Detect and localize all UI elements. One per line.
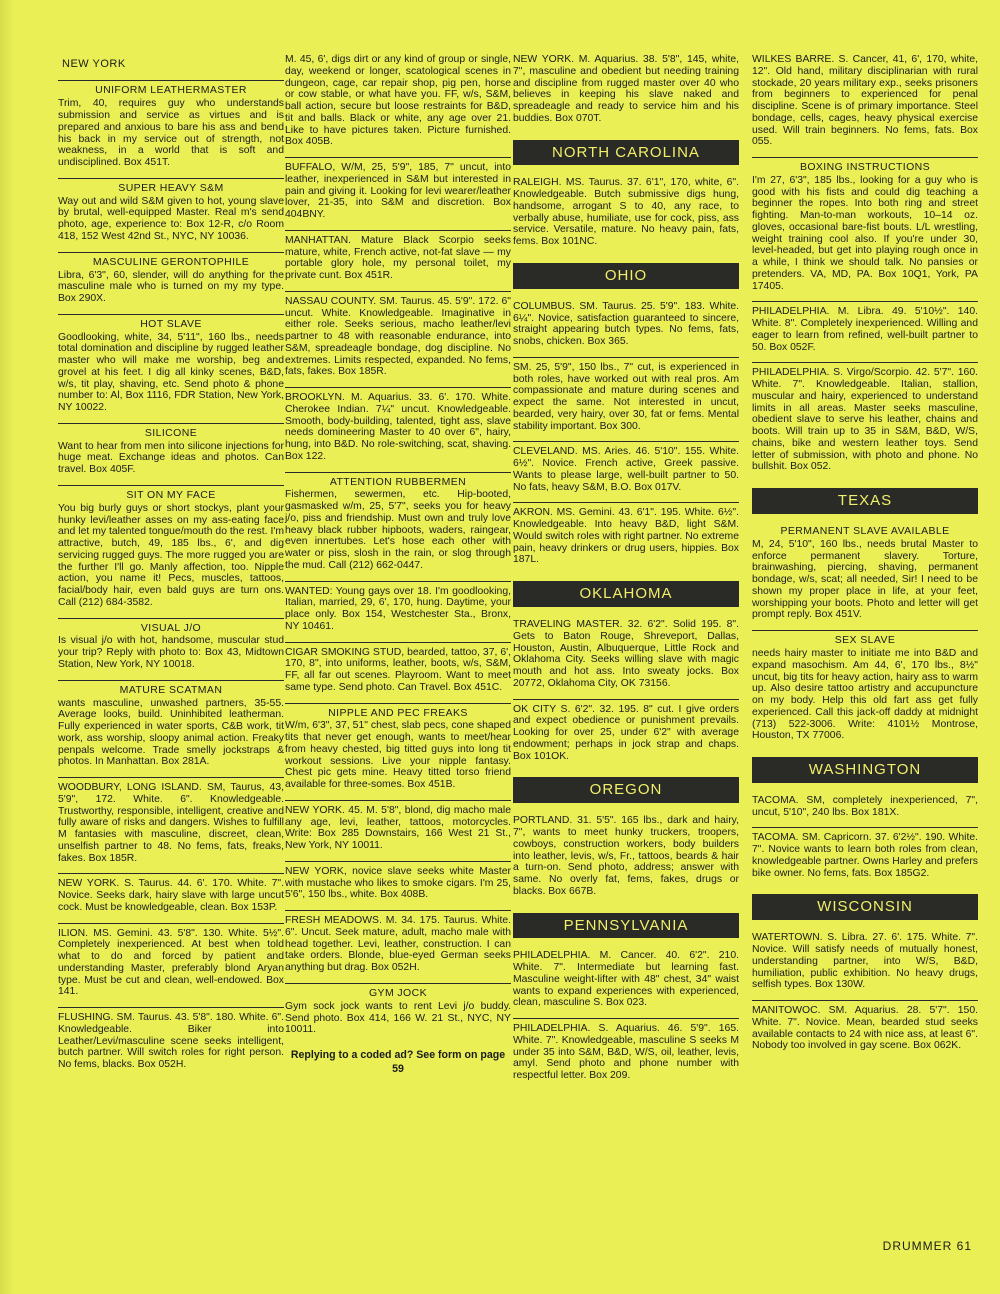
classified-ad [285,983,511,1045]
classified-ad [752,932,978,1000]
classified-ad [58,423,284,485]
state-section-heading: WISCONSIN [752,894,978,920]
classified-ad [285,861,511,910]
state-section-heading: OKLAHOMA [513,581,739,607]
ad-title: MASCULINE GERONTOPHILE [92,255,250,268]
location-heading: NEW YORK [62,58,126,70]
classified-ad [752,526,978,630]
ad-body: needs hairy master to initiate me into B&D and expand masochism. Am 44, 6', 170 lbs., 8½" uncut, big tits for heavy action, hairy ass to warm up. Also desire tattoo artistry and accupuncture on my body. Help this old fart ass get fully experienced. Call this jack-off daddy at midnight (713) 522-3006. Write: 4101½ Montrose, Houston, TX 77006. [752,648,978,742]
classified-ad [58,252,284,314]
state-section-heading: OREGON [513,777,739,803]
ad-body: MANITOWOC. SM. Aquarius. 28. 5'7". 150. White. 7". Novice. Mean, bearded stud seeks available contacts to 24 with nice ass, at least 6". Nobody too involved in gay scene. Box 062K. [752,1005,978,1052]
page-gutter [0,0,14,1294]
ad-body: MANHATTAN. Mature Black Scorpio seeks mature, white, French active, not-fat slave — my portable glory hole, my personal toilet, my private cunt. Box 451R. [285,234,511,281]
ad-body: TACOMA. SM, completely inexperienced, 7", uncut, 5'10", 240 lbs. Box 181X. [752,794,978,818]
ad-body: Want to hear from men into silicone injections for huge meat. Exchange ideas and photos. Can travel. Box 405F. [58,440,284,476]
ad-body: BROOKLYN. M. Aquarius. 33. 6'. 170. White. Cherokee Indian. 7¼" uncut. Knowledgeable. Smooth, body-building, talented, tight ass, slave needs domineering Master to 40 over 6", hairy, hung, into B&D. No role-switching, scat, shaving. Box 122. [285,392,511,462]
classified-ad [285,800,511,861]
page-footer: DRUMMER 61 [882,1239,972,1253]
ad-title: GYM JOCK [368,986,428,999]
classified-ad [285,642,511,703]
ad-title: SILICONE [144,426,198,439]
classified-ad [513,815,739,906]
ad-body: Fishermen, sewermen, etc. Hip-booted, gasmasked w/m, 25, 5'7", seeks you for heavy j/o, piss and friendship. Must own and truly love heavy black rubber hipboots, waders, raingear, even innertubes. Let's hose each other with water or piss, slosh in the rain, or slog through the mud. Call (212) 662-0447. [285,489,511,571]
ad-title: ATTENTION RUBBERMEN [329,475,467,488]
state-section-heading: PENNSYLVANIA [513,913,739,939]
ad-body: NEW YORK. M. Aquarius. 38. 5'8", 145, white, 7", masculine and obedient but needing training and discipline from rugged master over 40 who believes in keeping his slave naked and spreadeagle and ready to service him and his buddies. Box 070T. [513,54,739,124]
ad-body: You big burly guys or short stockys, plant your hunky levi/leather asses on my ass-eating face and let my talented tongue/mouth do the rest. I'm attractive, butch, 49, 185 lbs., 6', and dig servicing rugged guys. The more rugged you are the further I'll go. Manly affection, too. Nipple action, you name it! Pecs, muscles, tattoos, facial/body hair, even bald guys are turn ons. Call (212) 684-3582. [58,502,284,608]
ad-title: UNIFORM LEATHERMASTER [95,84,247,97]
ad-body: WILKES BARRE. S. Cancer, 41, 6', 170, white, 12". Old hand, military disciplinarian with rural stockade, 20 years military exp., seeks prisoners from beginners to experienced for penal discipline. Scene is of primary importance. Steel bondage, cells, cages, heavy physical exercise used. Will train beginners. No fems, fats. Box 055. [752,54,978,148]
ad-title: SIT ON MY FACE [126,488,216,501]
ad-body: PHILADELPHIA. M. Libra. 49. 5'10½". 140. White. 8". Completely inexperienced. Willing and eager to learn from refined, well-built partner to 50. Box 052F. [752,306,978,353]
classified-ad [752,54,978,157]
state-section-heading: WASHINGTON [752,757,978,783]
classified-ad [752,827,978,888]
classified-ad [285,703,511,800]
ad-body: TRAVELING MASTER. 32. 6'2". Solid 195. 8". Gets to Baton Rouge, Shreveport, Dallas, Houston, Austin, Albuquerque, Little Rock and Oklahoma City. Seeks willing slave with magic mouth and hot ass. Into sweaty jocks. Box 20772, Oklahoma City, OK 73156. [513,619,739,689]
ad-title: SUPER HEAVY S&M [118,181,224,194]
state-section-heading: NORTH CAROLINA [513,140,739,166]
ad-body: ILION. MS. Gemini. 43. 5'8". 130. White. 5½". Completely inexperienced. At best when told what to do and forced by patient and understanding Master, preferably blond Aryan type. Must be cut and clean, well-endowed. Box 141. [58,927,284,998]
column-1 [58,54,284,1080]
ad-title: MATURE SCATMAN [119,683,223,696]
classified-ad [285,472,511,581]
ad-body: Libra, 6'3", 60, slender, will do anything for the masculine male who is turned on my my type. Box 290X. [58,269,284,304]
ad-body: Is visual j/o with hot, handsome, muscular stud your trip? Reply with photo to: Box 43, Midtown Station, New York, NY 10018. [58,635,284,670]
ad-body: NASSAU COUNTY. SM. Taurus. 45. 5'9". 172. 6" uncut. White. Knowledgeable. Imaginative in either role. Seeks serious, macho leather/levi partner to 48 with reasonable endurance, into S&M, spreadeagle bondage, dog discipline. No extremes. Limits respected, expanded. No fems, fats, fakes. Box 185R. [285,295,511,378]
classified-ad [513,54,739,134]
ad-body: Goodlooking, white, 34, 5'11", 160 lbs., needs total domination and discipline by rugged leather master who will make me worship, beg and grovel at his feet. I dig all kinky scenes, B&D, w/s, tit play, shaving, etc. Send photo & phone number to: Al, Box 1116, FDR Station, New York, NY 10022. [58,331,284,414]
ad-body: NEW YORK. S. Taurus. 44. 6'. 170. White. 7". Novice. Seeks dark, hairy slave with large uncut cock. Must be knowledgeable, clean. Box 153P. [58,878,284,913]
classified-ad [752,301,978,362]
ad-title: HOT SLAVE [140,317,202,330]
classified-ad [513,950,739,1018]
ad-body: WATERTOWN. S. Libra. 27. 6'. 175. White. 7". Novice. Will satisfy needs of mutually honest, understanding partner, into W/S, B&D, humiliation, public exhibition. No heavy drugs, selfish types. Box 130W. [752,932,978,991]
classified-ad [752,795,978,828]
ad-body: FRESH MEADOWS. M. 34. 175. Taurus. White. 6". Uncut. Seek mature, adult, macho male with head together. Levi, leather, construction. I can take orders. Blonde, blue-eyed German seeks anything but drag. Box 052H. [285,915,511,974]
classified-ad [58,314,284,423]
classified-ad [58,680,284,777]
ad-body: BUFFALO, W/M, 25, 5'9", 185, 7" uncut, into leather, inexperienced in S&M but interested in pain and giving it. Looking for levi wearer/leather lover, 21-35, into S&M and discretion. Box 404BNY. [285,162,511,220]
ad-body: TACOMA. SM. Capricorn. 37. 6'2½". 190. White. 7". Novice wants to learn both roles from clean, knowledgeable partner. Owns Harley and prefers bike owner. No fems, fats. Box 185G2. [752,832,978,879]
ad-body: COLUMBUS. SM. Taurus. 25. 5'9". 183. White. 6¼". Novice, satisfaction guaranteed to sincere, straight appearing butch types. No fems, fats, snobs, chicken. Box 365. [513,300,739,348]
ad-body: Way out and wild S&M given to hot, young slave by brutal, well-equipped Master. Real m's send photo, age, experience to: Box 12-R, c/o Room 418, 152 West 42nd St., NYC, NY 10036. [58,195,284,242]
ad-title: PERMANENT SLAVE AVAILABLE [780,525,950,538]
classified-ad [513,177,739,257]
classified-ad [513,301,739,357]
classified-ad [285,910,511,983]
ad-body: I'm 27, 6'3", 185 lbs., looking for a guy who is good with his fists and could dig teaching a beginner the ropes. Into both ring and street fighting. Man-to-man workouts, 10–14 oz. gloves, occasional bare-fist bouts. L/L wrestling, weight training cool also. If you're under 30, level-headed, but get into playing rough once in a while, I think we should talk. No pansies or pretenders. VA, MD, PA. Box 10Q1, York, PA 17405. [752,174,978,292]
classified-ad [285,291,511,387]
classified-ad [752,362,978,482]
classified-ad [285,581,511,642]
classified-ad [58,1007,284,1080]
ad-body: Trim, 40, requires guy who understands submission and service as virtues and is prepared and anxious to bare his ass and bend his back in my service out of strength, not weakness, in a world that is soft and undisciplined. Box 451T. [58,98,284,169]
ad-body: PORTLAND. 31. 5'5". 165 lbs., dark and hairy, 7", wants to meet hunky truckers, troopers, cowboys, construction workers, body builders into leather, levis, w/s, Fr., tattoos, beards & hair a turn-on. Send photo, address; answer with same. No overly fat, fems, fakes, drugs or blacks. Box 667B. [513,815,739,897]
ad-body: OK CITY S. 6'2". 32. 195. 8" cut. I give orders and expect obedience or punishment prevails. Looking for over 25, under 6'2" with average endowment; perhaps in jock strap and chaps. Box 101OK. [513,703,739,762]
ad-body: W/m, 6'3", 37, 51" chest, slab pecs, cone shaped tits that never get enough, wants to meet/hear from heavy chested, big titted guys into long tit workout sessions. Live your nipple fantasy. Chest pic gets mine. Heavy titted torso friend available for three-somes. Box 451B. [285,720,511,791]
ad-body: NEW YORK. 45. M. 5'8", blond, dig macho male any age, levi, leather, tattoos, motorcycles. Write: Box 285 Downstairs, 166 West 21 St., New York, NY 10011. [285,804,511,852]
classified-ad [58,618,284,680]
classified-ad [285,54,511,157]
classified-ad [285,230,511,291]
classified-ad [513,357,739,442]
ad-body: M, 24, 5'10", 160 lbs., needs brutal Master to enforce permanent slavery. Torture, brainwashing, piercing, shaving, permanent bondage, w/s, scat; all needed, Sir! I need to be shown my proper place in life, at your feet, worshipping your boots. Photo and letter will get prompt reply. Box 451V. [752,538,978,621]
classified-ad [58,923,284,1008]
ad-title: SEX SLAVE [834,634,896,647]
ad-body: WOODBURY, LONG ISLAND. SM, Taurus, 43, 5'9", 172. White. 6". Knowledgeable. Trustworthy, responsible, intelligent, creative and fully aware of risks and dangers. Wishes to fulfill M fantasies with masculine, discreet, clean, unselfish partner to 48. No fems, fats, freaks, fakes. Box 185R. [58,782,284,864]
classified-ad [752,1000,978,1061]
classified-ad [513,699,739,772]
ad-body: SM. 25, 5'9", 150 lbs., 7" cut, is experienced in both roles, have worked out with real pros. Am compassionate and mature during scenes and expect the same. Not interested in uncut, bearded, very hairy, over 30, fat or fems. Mental stability important. Box 300. [513,361,739,432]
classified-ad [58,485,284,618]
ad-body: PHILADELPHIA. M. Cancer. 40. 6'2". 210. White. 7". Intermediate but learning fast. Masculine weight-lifter with 48" chest, 34" waist wants to expand experiences with experienced, clean, masculine S. Box 023. [513,950,739,1009]
column-4 [752,54,978,1061]
classified-ad [752,157,978,301]
ad-title: BOXING INSTRUCTIONS [799,161,931,173]
column-2 [285,54,511,1077]
ad-body: CIGAR SMOKING STUD, bearded, tattoo, 37, 6', 170, 8", into uniforms, leather, boots, w/s, S&M, FF, all far out scenes. Playroom. Want to meet same type. Send photo. Can Travel. Box 451C. [285,646,511,693]
classified-ad [513,619,739,699]
classified-ad [752,630,978,751]
ad-title: VISUAL J/O [140,621,202,634]
ad-body: Gym sock jock wants to rent Levi j/o buddy. Send photo. Box 414, 166 W. 21 St., NYC, NY 10011. [285,1000,511,1036]
classified-ad [58,777,284,873]
classified-ad [285,387,511,472]
ad-body: RALEIGH. MS. Taurus. 37. 6'1", 170, white, 6". Knowledgeable. Butch submissive digs hung, handsome, arrogant S to 40, any race, to verbally abuse, humiliate, use for cock, piss, ass service. Versatile, mature. No heavy pain, fats, fems. Box 101NC. [513,177,739,248]
classified-ad [58,178,284,252]
classified-ad [58,873,284,922]
classified-ad [513,1018,739,1091]
ad-title: NIPPLE AND PEC FREAKS [328,706,468,719]
ad-body: wants masculine, unwashed partners, 35-55. Average looks, build. Uninhibited leatherman. Fully experienced in water sports, C&B work, tit work, ass worship, sloopy animal action. Freaky penpals welcome. Trade smelly jockstraps & photos. In Manhattan. Box 281A. [58,697,284,768]
classified-ad [285,157,511,230]
ad-body: PHILADELPHIA. S. Aquarius. 46. 5'9". 165. White. 7". Knowledgeable, masculine S seeks M under 35 into S&M, B&D, W/S, oil, leather, levis, amyl. Send photo and phone number with respectful letter. Box 209. [513,1023,739,1082]
classified-ad [58,80,284,177]
ad-body: PHILADELPHIA. S. Virgo/Scorpio. 42. 5'7". 160. White. 7". Knowledgeable. Italian, stallion, muscular and hairy, experienced to understand limits in all areas. Master seeks masculine, obedient slave to serve his leather, chains and boots. Will train up to 35 in S&M, B&D, W/S, chains, bike and western leather toys. Send letter of submission, with photo and phone. No bullshit. Box 052. [752,367,978,473]
column-3 [513,54,739,1091]
ad-body: NEW YORK, novice slave seeks white Master with mustache who likes to smoke cigars. I'm 25, 5'6", 150 lbs., white. Box 408B. [285,865,511,901]
ad-body: M. 45, 6', digs dirt or any kind of group or single, day, weekend or longer, scatological scenes in dungeon, cage, car repair shop, pig pen, horse or cow stable, or what have you. FF, w/s, S&M, ball action, secure but loose restraints for B&D, tit and balls. Black or white, any age over 21. Like to have pictures taken. Picture furnished. Box 405B. [285,54,511,148]
ad-body: CLEVELAND. MS. Aries. 46. 5'10". 155. White. 6½". Novice. French active, Greek passive. Wants to please large, well-built partner to 50. No fats, heavy S&M, B.O. Box 017V. [513,446,739,493]
state-section-heading: OHIO [513,263,739,289]
reply-form-note[interactable]: Replying to a coded ad? See form on page 59 [290,1049,506,1075]
classified-ad [513,502,739,575]
ad-body: WANTED: Young gays over 18. I'm goodlooking, Italian, married, 29, 6', 170, hung. Daytime, your place only. Box 154, Westchester Sta., Bronx, NY 10461. [285,585,511,632]
state-section-heading: TEXAS [752,488,978,514]
ad-body: FLUSHING. SM. Taurus. 43. 5'8". 180. White. 6". Knowledgeable. Biker into Leather/Levi/masculine scene seeks intelligent, butch partner. Will switch roles for right person. No fems, blacks. Box 052H. [58,1012,284,1071]
ad-body: AKRON. MS. Gemini. 43. 6'1". 195. White. 6½". Knowledgeable. Into heavy B&D, light S&M. Would switch roles with right partner. No extreme pain, heavy drinkers or drug users, hippies. Box 187L. [513,507,739,566]
classified-ad [513,441,739,502]
